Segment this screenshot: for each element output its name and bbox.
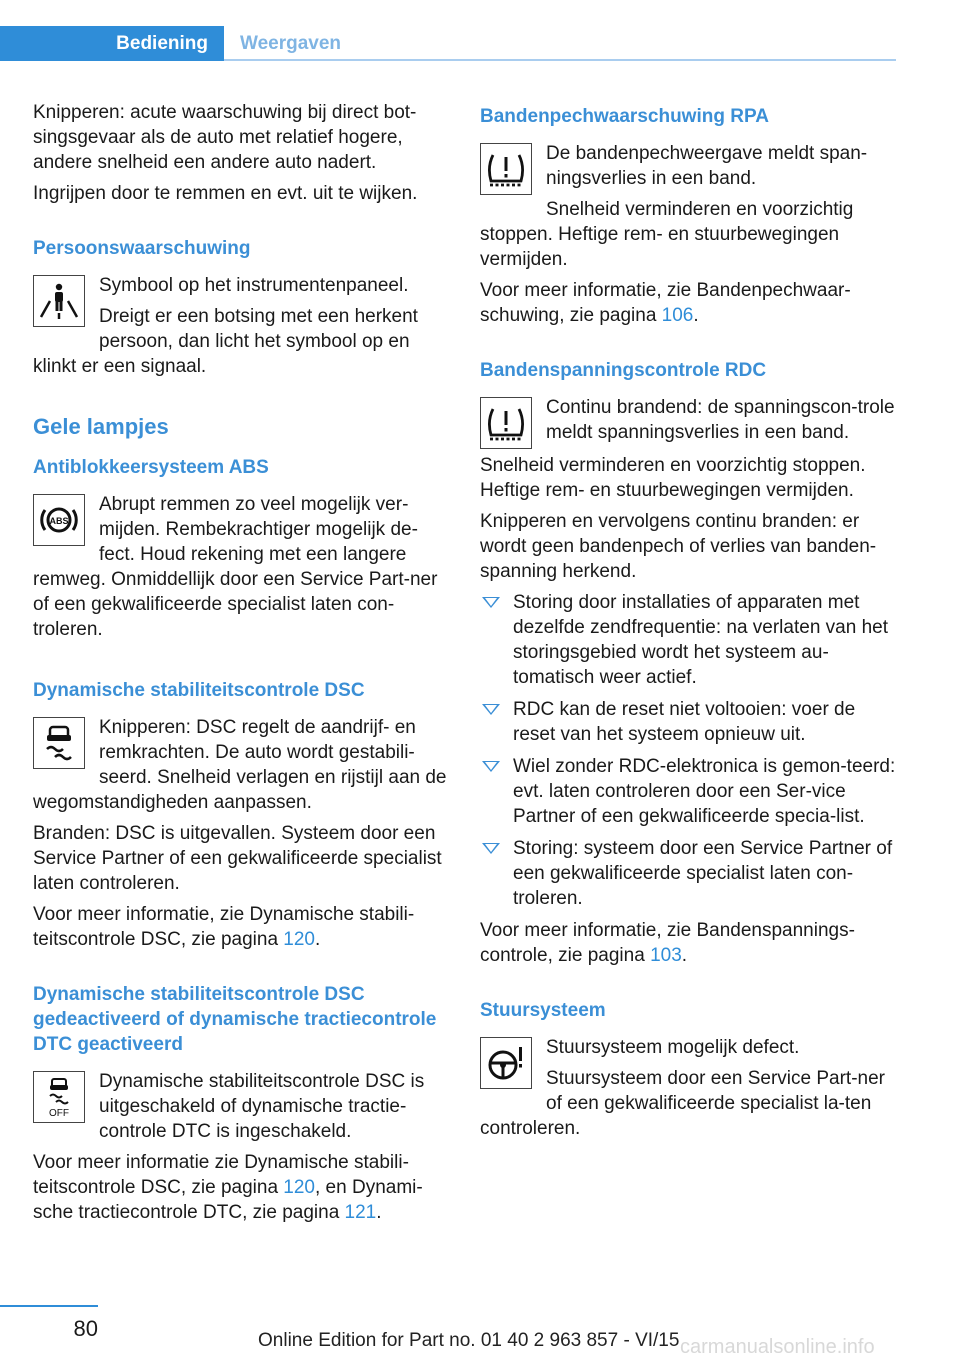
dsc-skid-car-icon [33,717,85,769]
abs-icon [33,494,85,546]
rdc-bullet-list [480,590,898,911]
dsc-off-ref-b: , en Dynami-sche tractiecontrole DTC, zie pagina [33,1177,423,1223]
rpa-ref-end: . [693,305,699,326]
rdc-text-2: Snelheid verminderen en voorzichtig stoppen. Heftige rem- en stuurbewegingen vermijden. [480,455,866,501]
dsc-off-text-1: Dynamische stabiliteitscontrole DSC is uitgeschakeld of dynamische tractie-controle DTC is ingeschakeld. [99,1071,425,1142]
person-warning-block [33,273,451,385]
dsc-off-text-2 [33,1150,451,1225]
dsc-off-page-link-1[interactable]: 120 [283,1177,315,1198]
dsc-off-icon-label: OFF [49,1108,69,1119]
rdc-text-3: Knipperen en vervolgens continu branden: er wordt geen bandenpech of verlies van banden-spanning herkend. [480,511,877,582]
tire-pressure-control-icon [480,397,532,449]
dsc-ref-text: Voor meer informatie, zie Dynamische stabili-teitscontrole DSC, zie pagina [33,904,415,950]
intro-paragraph-1: Knipperen: acute waarschuwing bij direct bot-singsgevaar als de auto met relatief hogere, andere snelheid een andere auto nadert. [33,102,417,173]
person-text-1: Symbool op het instrumentenpaneel. [99,275,409,296]
dsc-off-page-link-2[interactable]: 121 [344,1202,377,1223]
heading-dsc: Dynamische stabiliteitscontrole DSC [33,680,365,701]
left-column [33,100,451,1231]
list-item: Storing door installaties of apparaten met dezelfde zendfrequentie: na verlaten van het storingsgebied wordt het systeem au-tomatisch weer actief. [480,590,898,690]
rpa-text-3 [480,278,898,328]
heading-rpa: Bandenpechwaarschuwing RPA [480,106,769,127]
heading-abs: Antiblokkeersysteem ABS [33,457,269,478]
svg-text:ABS: ABS [49,516,69,526]
dsc-ref-end: . [315,929,321,950]
rpa-text-1: De bandenpechweergave meldt span-ningsverlies in een band. [546,143,868,189]
steering-text-2: Stuursysteem door een Service Part-ner of een gekwalificeerde specialist la-ten controleren. [480,1068,885,1139]
rdc-text-1: Continu brandend: de spanningscon-trole meldt spanningsverlies in een band. [546,397,895,443]
steering-text-1: Stuursysteem mogelijk defect. [546,1037,800,1058]
steering-wheel-warning-icon [480,1037,532,1089]
heading-dsc-off: Dynamische stabiliteitscontrole DSC gedeactiveerd of dynamische tractiecontrole DTC geactiveerd [33,984,437,1055]
rdc-text-4 [480,918,898,968]
tab-divider [224,59,896,61]
header-tabs [0,26,896,62]
page-number: 80 [73,1316,98,1341]
heading-gele-lampjes: Gele lampjes [33,414,169,439]
dsc-text-1: Knipperen: DSC regelt de aandrijf- en remkrachten. De auto wordt gestabili-seerd. Snelheid verlagen en rijstijl aan de wegomstandigheden aanpassen. [33,717,447,813]
abs-text: Abrupt remmen zo veel mogelijk ver-mijden. Rembekrachtiger mogelijk de-fect. Houd rekening met een langere remweg. Onmiddellijk door een Service Part-ner of een gekwalificeerde specialist laten con-troleren. [33,494,438,640]
rpa-ref-text: Voor meer informatie, zie Bandenpechwaar-schuwing, zie pagina [480,280,851,326]
footer-line [0,1305,98,1307]
tire-pressure-warning-icon [480,143,532,195]
rdc-ref-text: Voor meer informatie, zie Bandenspannings-controle, zie pagina [480,920,855,966]
heading-rdc: Bandenspanningscontrole RDC [480,360,767,381]
list-item: Wiel zonder RDC-elektronica is gemon-teerd: evt. laten controleren door een Ser-vice Partner of een gekwalificeerde specia-list. [480,754,898,829]
dsc-off-block [33,1069,451,1150]
watermark: carmanualsonline.info [680,1336,875,1358]
rdc-ref-end: . [681,945,688,966]
dsc-off-ref-c: . [376,1202,382,1223]
rpa-block [480,141,898,278]
rpa-text-2: Snelheid verminderen en voorzichtig stoppen. Heftige rem- en stuurbewegingen vermijden. [480,199,854,270]
intro-paragraph-2: Ingrijpen door te remmen en evt. uit te wijken. [33,183,418,204]
pedestrian-warning-icon [33,275,85,327]
abs-block [33,492,451,648]
heading-persoonswaarschuwing: Persoonswaarschuwing [33,238,251,259]
list-item: Storing: systeem door een Service Partner of een gekwalificeerde specialist laten con-troleren. [480,836,898,911]
dsc-block [33,715,451,821]
tab-weergaven[interactable]: Weergaven [240,33,342,54]
person-text-2: Dreigt er een botsing met een herkent persoon, dan licht het symbool op en klinkt er een signaal. [33,306,418,377]
rdc-page-link[interactable]: 103 [650,945,682,966]
heading-stuursysteem: Stuursysteem [480,1000,606,1021]
rpa-page-link[interactable]: 106 [661,305,694,326]
steering-block [480,1035,898,1147]
dsc-off-icon [33,1071,85,1123]
right-column [480,100,898,1147]
rdc-block [480,395,898,453]
dsc-text-3 [33,902,451,952]
tab-bediening[interactable]: Bediening [0,26,224,61]
list-item: RDC kan de reset niet voltooien: voer de reset van het systeem opnieuw uit. [480,697,898,747]
dsc-off-ref-a: Voor meer informatie zie Dynamische stabili-teitscontrole DSC, zie pagina [33,1152,409,1198]
dsc-text-2: Branden: DSC is uitgevallen. Systeem door een Service Partner of een gekwalificeerde specialist laten controleren. [33,823,442,894]
dsc-page-link[interactable]: 120 [283,929,315,950]
edition-text: Online Edition for Part no. 01 40 2 963 857 - VI/15 [258,1330,680,1351]
